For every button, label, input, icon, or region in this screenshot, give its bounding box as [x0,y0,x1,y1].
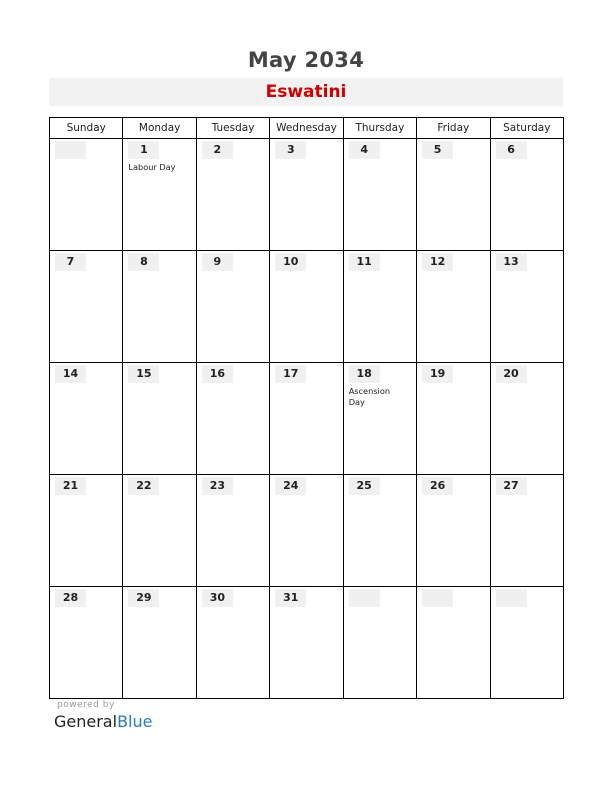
country-banner [49,78,563,106]
day-number: 2 [202,141,233,159]
week-row [50,139,564,251]
day-cell [270,363,343,475]
day-cell [417,251,490,363]
weekday-header-row [50,118,564,139]
calendar-grid [49,117,564,699]
day-cell [343,363,416,475]
day-cell [50,363,123,475]
day-number: 25 [349,477,380,495]
day-number: 9 [202,253,233,271]
weekday-tuesday: Tuesday [196,118,269,139]
powered-by-label: powered by [57,700,115,710]
day-cell [270,475,343,587]
day-number: 14 [55,365,86,383]
day-number [55,141,86,159]
day-number: 4 [349,141,380,159]
brand-general: General [54,712,118,731]
day-number: 3 [275,141,306,159]
day-cell [490,363,563,475]
week-row [50,363,564,475]
day-cell [417,363,490,475]
day-number: 28 [55,589,86,607]
brand-blue: Blue [117,712,153,731]
day-cell [196,363,269,475]
day-cell [50,251,123,363]
weekday-wednesday: Wednesday [270,118,343,139]
week-row [50,475,564,587]
day-number: 17 [275,365,306,383]
day-cell [343,475,416,587]
day-cell [196,587,269,699]
day-cell [123,139,196,251]
day-cell [50,475,123,587]
day-number: 1 [128,141,159,159]
day-cell [123,475,196,587]
day-number: 8 [128,253,159,271]
day-number: 20 [496,365,527,383]
day-number: 31 [275,589,306,607]
brand-logo [54,712,152,731]
day-number: 23 [202,477,233,495]
day-cell [490,139,563,251]
day-number: 24 [275,477,306,495]
day-cell [196,251,269,363]
day-cell [270,139,343,251]
day-number: 22 [128,477,159,495]
day-number: 27 [496,477,527,495]
weekday-sunday: Sunday [50,118,123,139]
day-cell [50,139,123,251]
day-cell [343,139,416,251]
calendar-body [50,139,564,699]
day-number: 7 [55,253,86,271]
day-number: 6 [496,141,527,159]
day-cell [50,587,123,699]
day-cell [270,587,343,699]
page-title: May 2034 [247,48,365,72]
day-number: 26 [422,477,453,495]
day-number: 18 [349,365,380,383]
holiday-label: Ascension Day [348,386,391,407]
day-cell [490,475,563,587]
weekday-saturday: Saturday [490,118,563,139]
country-name: Eswatini [265,82,347,102]
day-number: 10 [275,253,306,271]
day-cell [270,251,343,363]
day-number: 5 [422,141,453,159]
day-number: 11 [349,253,380,271]
day-number: 15 [128,365,159,383]
day-number: 21 [55,477,86,495]
holiday-label: Labour Day [128,162,176,172]
week-row [50,251,564,363]
day-cell [123,587,196,699]
day-cell [343,251,416,363]
day-cell [196,139,269,251]
day-cell [123,251,196,363]
day-number: 13 [496,253,527,271]
day-number: 19 [422,365,453,383]
day-number: 16 [202,365,233,383]
day-number: 12 [422,253,453,271]
weekday-thursday: Thursday [343,118,416,139]
weekday-friday: Friday [417,118,490,139]
day-cell [490,587,563,699]
day-cell [343,587,416,699]
week-row [50,587,564,699]
weekday-monday: Monday [123,118,196,139]
day-cell [417,139,490,251]
day-cell [490,251,563,363]
day-number [349,589,380,607]
day-cell [417,587,490,699]
day-cell [417,475,490,587]
day-number: 29 [128,589,159,607]
day-number [496,589,527,607]
day-number [422,589,453,607]
day-number: 30 [202,589,233,607]
day-cell [123,363,196,475]
day-cell [196,475,269,587]
